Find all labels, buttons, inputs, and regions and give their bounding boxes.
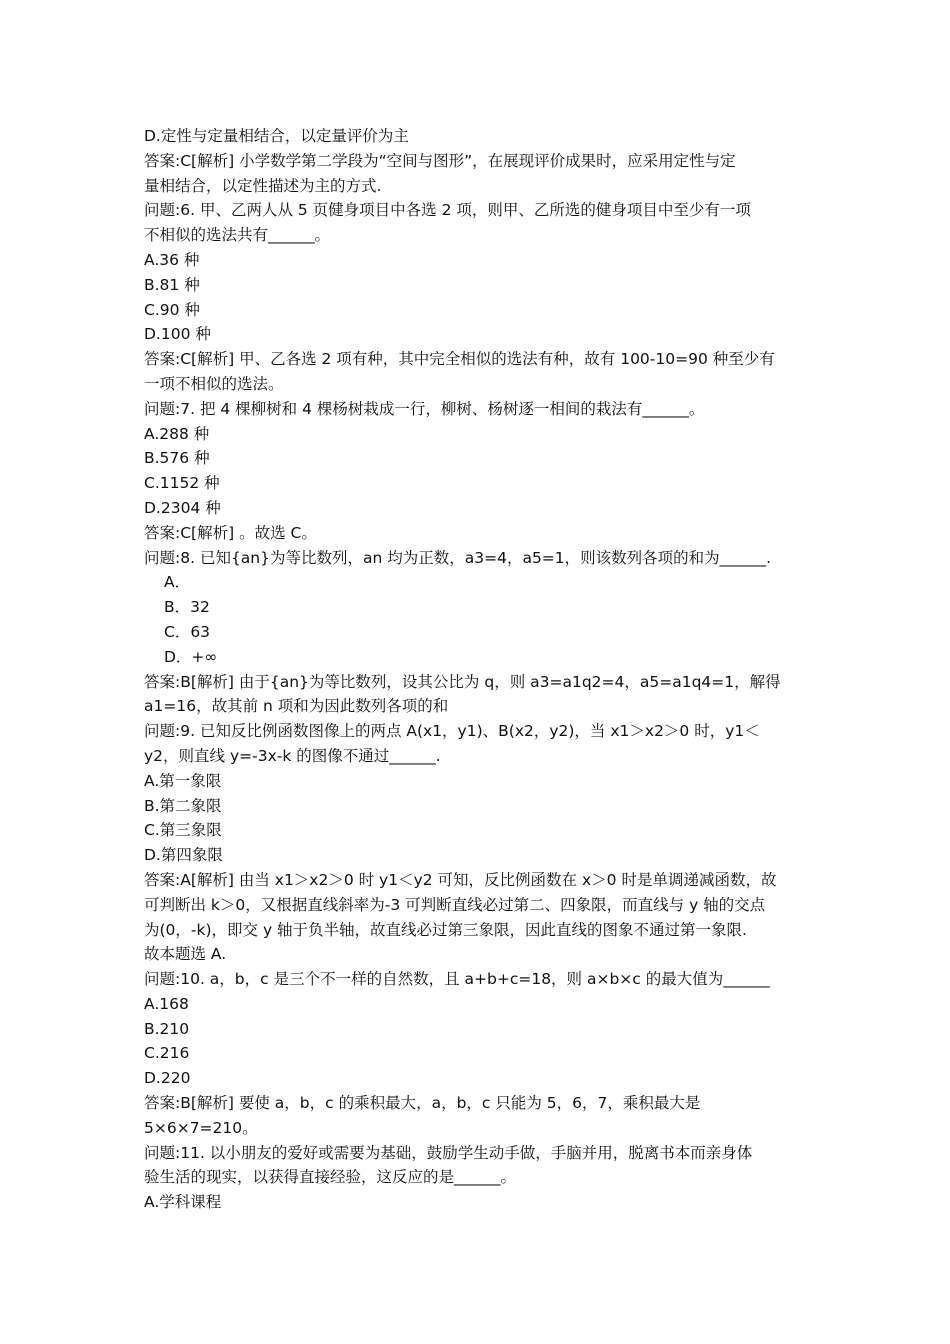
text-line: D.220	[144, 1069, 191, 1088]
text-line: 不相似的选法共有______。	[144, 226, 331, 245]
text-line: D.定性与定量相结合，以定量评价为主	[144, 127, 409, 145]
text-line: 一项不相似的选法。	[144, 374, 284, 393]
text-line: 答案:C[解析] 小学数学第二学段为“空间与图形”，在展现评价成果时，应采用定性与定	[144, 151, 736, 170]
text-line: C.第三象限	[144, 821, 222, 840]
text-line: 问题:7. 把 4 棵柳树和 4 棵杨树栽成一行，柳树、杨树逐一相间的栽法有______。	[144, 399, 705, 418]
text-line: C.90 种	[144, 300, 200, 319]
text-line: A.36 种	[144, 250, 200, 269]
text-line: 量相结合，以定性描述为主的方式.	[144, 176, 382, 195]
text-line: 问题:9. 已知反比例函数图像上的两点 A(x1，y1)、B(x2，y2)，当 x1＞x2＞0 时，y1＜	[144, 722, 760, 741]
text-line: 答案:B[解析] 要使 a，b，c 的乘积最大，a，b，c 只能为 5，6，7，乘积最大是	[144, 1094, 701, 1113]
text-line: A．	[164, 573, 191, 592]
text-line: 问题:10. a，b，c 是三个不一样的自然数，且 a+b+c=18，则 a×b×c 的最大值为______	[144, 970, 770, 989]
text-line: B.576 种	[144, 449, 210, 468]
text-line: B．32	[164, 598, 210, 617]
text-line: 可判断出 k＞0，又根据直线斜率为-3 可判断直线必过第二、四象限，而直线与 y 轴的交点	[144, 895, 766, 914]
text-line: D.2304 种	[144, 498, 221, 517]
text-line: 问题:11. 以小朋友的爱好或需要为基础，鼓励学生动手做，手脑并用，脱离书本而亲身体	[144, 1143, 753, 1162]
text-line: D.100 种	[144, 325, 211, 344]
text-line: A.第一象限	[144, 771, 222, 790]
text-line: C.216	[144, 1044, 190, 1063]
text-line: C.1152 种	[144, 474, 220, 493]
text-line: 答案:B[解析] 由于{an}为等比数列，设其公比为 q，则 a3=a1q2=4，a5=a1q4=1，解得	[144, 672, 781, 691]
text-line: 5×6×7=210。	[144, 1118, 258, 1137]
text-line: B.第二象限	[144, 796, 222, 815]
text-line: 验生活的现实，以获得直接经验，这反应的是______。	[144, 1168, 517, 1187]
text-line: 问题:6. 甲、乙两人从 5 页健身项目中各选 2 项，则甲、乙所选的健身项目中至少有一项	[144, 201, 751, 220]
text-line: 答案:A[解析] 由当 x1＞x2＞0 时 y1＜y2 可知，反比例函数在 x＞0 时是单调递减函数，故	[144, 870, 777, 889]
text-line: D.第四象限	[144, 846, 223, 865]
text-line: B.210	[144, 1019, 190, 1038]
text-line: 问题:8. 已知{an}为等比数列，an 均为正数，a3=4，a5=1，则该数列各项的和为______.	[144, 548, 772, 567]
text-line: A.168	[144, 994, 189, 1013]
text-line: 答案:C[解析] 。故选 C。	[144, 523, 317, 542]
document-page	[144, 124, 808, 1215]
text-line: a1=16，故其前 n 项和为因此数列各项的和	[144, 697, 449, 716]
text-line: A.学科课程	[144, 1193, 222, 1212]
text-line: D．+∞	[164, 647, 218, 666]
text-line: 为(0，-k)，即交 y 轴于负半轴，故直线必过第三象限，因此直线的图象不通过第一象限.	[144, 920, 747, 939]
text-line: B.81 种	[144, 275, 200, 294]
text-line: 答案:C[解析] 甲、乙各选 2 项有种，其中完全相似的选法有种，故有 100-10=90 种至少有	[144, 350, 775, 369]
text-line: y2，则直线 y=-3x-k 的图像不通过______.	[144, 746, 441, 765]
text-line: 故本题选 A.	[144, 945, 227, 964]
text-line: A.288 种	[144, 424, 210, 443]
text-line: C．63	[164, 622, 211, 641]
